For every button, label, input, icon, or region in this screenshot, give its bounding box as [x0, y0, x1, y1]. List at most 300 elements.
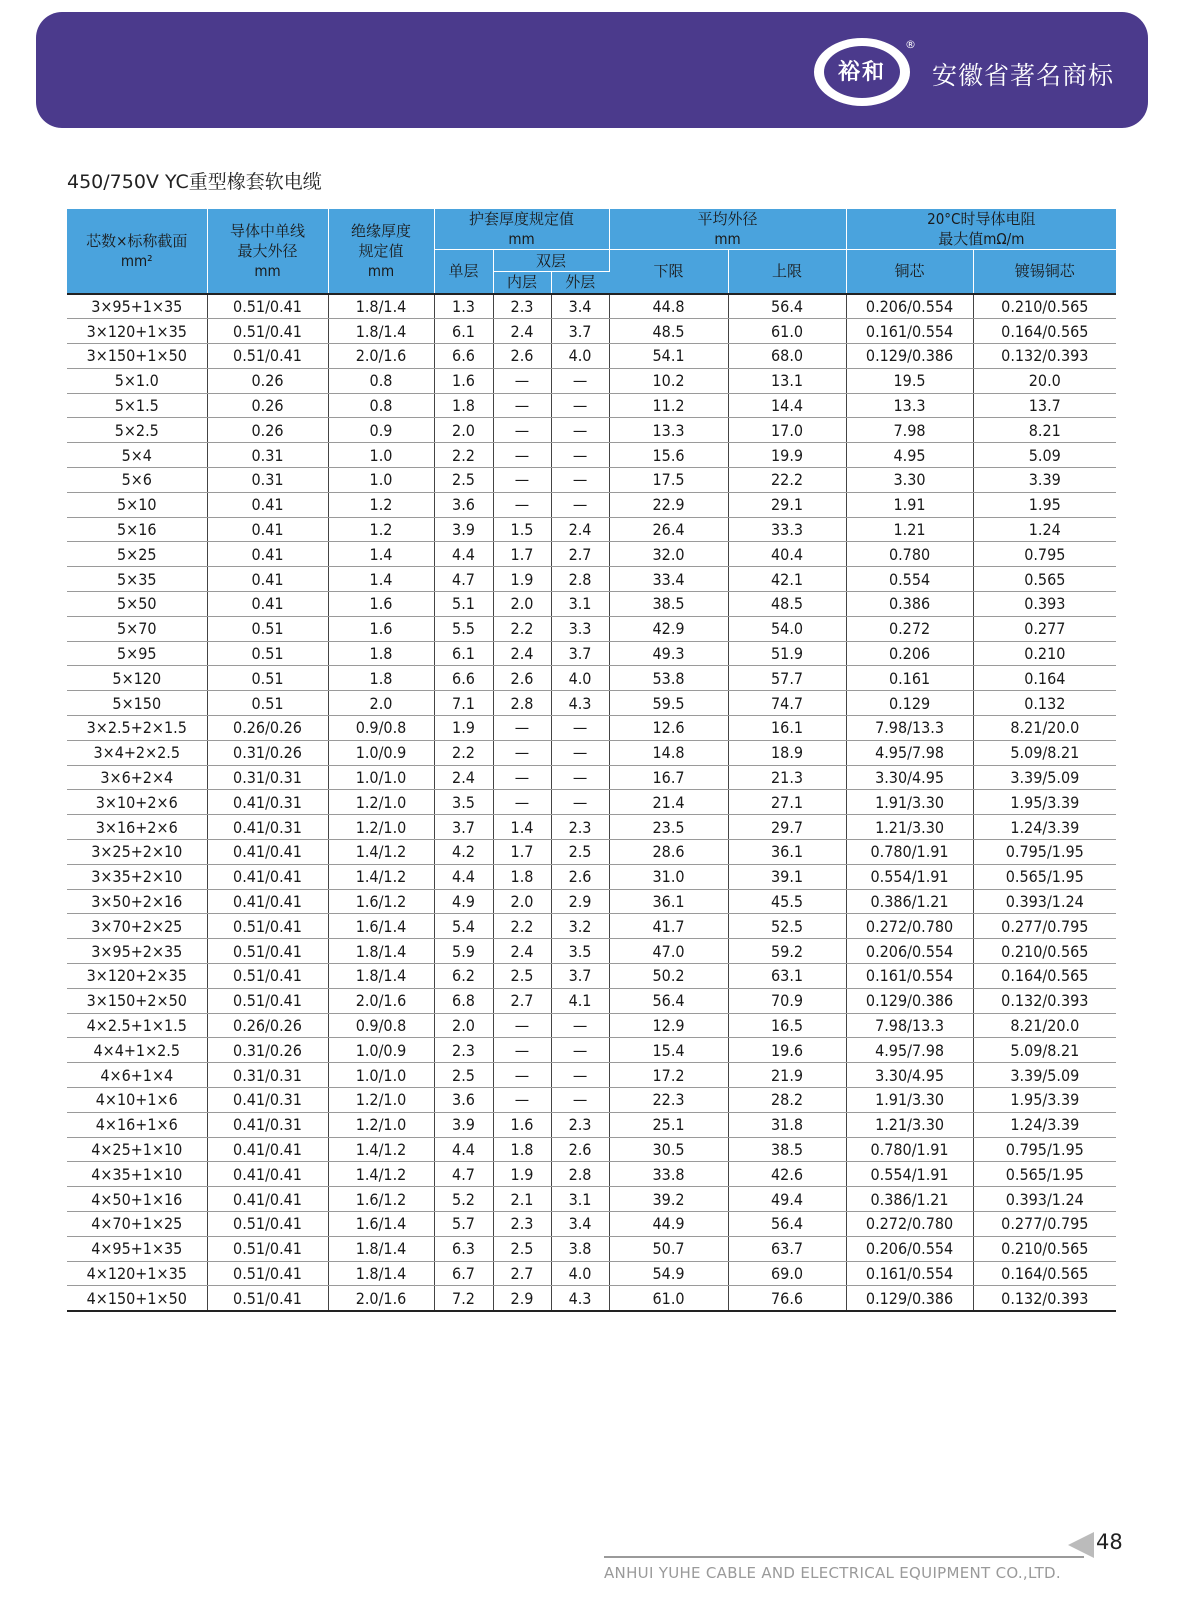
table-cell: 0.9/0.8	[328, 716, 434, 741]
table-cell: 0.129/0.386	[846, 1286, 973, 1311]
table-cell: 14.8	[609, 740, 728, 765]
table-cell: 4.3	[551, 1286, 609, 1311]
table-cell: 42.9	[609, 616, 728, 641]
table-cell: 3.4	[551, 294, 609, 319]
header-wire-diameter: 导体中单线 最大外径 mm	[207, 209, 328, 294]
table-cell: 1.8/1.4	[328, 939, 434, 964]
table-row	[67, 468, 1116, 493]
table-cell: 0.393	[973, 592, 1116, 617]
table-cell: 0.393/1.24	[973, 1187, 1116, 1212]
table-row	[67, 1038, 1116, 1063]
table-row	[67, 1187, 1116, 1212]
table-cell: 63.7	[728, 1236, 846, 1261]
table-cell: 2.0	[493, 889, 551, 914]
table-cell: 7.98	[846, 418, 973, 443]
table-header	[67, 209, 1116, 294]
table-cell: 13.7	[973, 393, 1116, 418]
table-cell: 4.7	[434, 567, 493, 592]
table-cell: 6.1	[434, 319, 493, 344]
table-row	[67, 319, 1116, 344]
table-cell: 3.9	[434, 517, 493, 542]
table-cell: 1.8	[328, 666, 434, 691]
header-outer-diameter: 平均外径 mm	[609, 209, 846, 250]
table-cell: 0.41/0.41	[207, 1187, 328, 1212]
table-cell: 1.2/1.0	[328, 1112, 434, 1137]
table-cell: 0.210/0.565	[973, 939, 1116, 964]
table-cell: 5×35	[67, 567, 207, 592]
table-cell: 2.4	[493, 319, 551, 344]
table-cell: 2.8	[493, 691, 551, 716]
table-cell: 1.4/1.2	[328, 1137, 434, 1162]
table-cell: 2.2	[434, 443, 493, 468]
table-cell: 1.2	[328, 517, 434, 542]
table-cell: 7.2	[434, 1286, 493, 1311]
table-cell: 0.554/1.91	[846, 864, 973, 889]
table-cell: 1.9	[493, 567, 551, 592]
table-row	[67, 716, 1116, 741]
table-cell: 1.0	[328, 468, 434, 493]
table-cell: 0.161/0.554	[846, 1261, 973, 1286]
table-row	[67, 691, 1116, 716]
table-cell: 0.206/0.554	[846, 939, 973, 964]
table-cell: 3×120+1×35	[67, 319, 207, 344]
table-cell: 3.7	[551, 964, 609, 989]
table-cell: 17.2	[609, 1063, 728, 1088]
table-cell: 0.272/0.780	[846, 1211, 973, 1236]
table-cell: 28.6	[609, 840, 728, 865]
table-cell: 36.1	[728, 840, 846, 865]
table-cell: 0.31	[207, 443, 328, 468]
table-cell: 56.4	[728, 1211, 846, 1236]
table-cell: 4.95/7.98	[846, 1038, 973, 1063]
table-cell: 20.0	[973, 368, 1116, 393]
table-row	[67, 393, 1116, 418]
table-cell: 0.780/1.91	[846, 1137, 973, 1162]
table-cell: 3×150+1×50	[67, 344, 207, 369]
header-double-layer: 双层	[493, 250, 609, 272]
table-cell: 3.30/4.95	[846, 765, 973, 790]
table-cell: 0.554/1.91	[846, 1162, 973, 1187]
table-cell: 4×25+1×10	[67, 1137, 207, 1162]
header-single-layer: 单层	[434, 250, 493, 294]
table-cell: 11.2	[609, 393, 728, 418]
table-cell: 1.6/1.2	[328, 1187, 434, 1212]
table-cell: 0.780	[846, 542, 973, 567]
table-cell: 1.0/1.0	[328, 1063, 434, 1088]
table-cell: 21.9	[728, 1063, 846, 1088]
table-cell: 1.9	[434, 716, 493, 741]
table-cell: 14.4	[728, 393, 846, 418]
table-cell: 1.21/3.30	[846, 815, 973, 840]
header-copper: 铜芯	[846, 250, 973, 294]
table-cell: 0.31	[207, 468, 328, 493]
table-cell: 0.386	[846, 592, 973, 617]
table-cell: —	[493, 443, 551, 468]
table-cell: 2.6	[551, 1137, 609, 1162]
table-row	[67, 666, 1116, 691]
table-cell: 5.09	[973, 443, 1116, 468]
table-cell: 3.39/5.09	[973, 1063, 1116, 1088]
table-cell: 49.3	[609, 641, 728, 666]
table-cell: 19.9	[728, 443, 846, 468]
table-cell: 29.7	[728, 815, 846, 840]
table-cell: —	[551, 765, 609, 790]
table-cell: 0.132/0.393	[973, 1286, 1116, 1311]
table-cell: 33.4	[609, 567, 728, 592]
table-cell: —	[493, 740, 551, 765]
table-cell: 1.3	[434, 294, 493, 319]
table-row	[67, 914, 1116, 939]
table-row	[67, 889, 1116, 914]
table-cell: 2.0/1.6	[328, 344, 434, 369]
table-cell: 1.2/1.0	[328, 1088, 434, 1113]
table-cell: 4×6+1×4	[67, 1063, 207, 1088]
table-cell: 1.8/1.4	[328, 1261, 434, 1286]
table-cell: 1.6	[328, 592, 434, 617]
table-cell: 1.0	[328, 443, 434, 468]
table-row	[67, 1137, 1116, 1162]
table-cell: 50.2	[609, 964, 728, 989]
table-cell: 51.9	[728, 641, 846, 666]
table-row	[67, 294, 1116, 319]
table-cell: 0.129	[846, 691, 973, 716]
table-cell: 10.2	[609, 368, 728, 393]
table-cell: 48.5	[728, 592, 846, 617]
table-cell: 1.91/3.30	[846, 790, 973, 815]
table-row	[67, 443, 1116, 468]
table-cell: 8.21/20.0	[973, 716, 1116, 741]
table-cell: 4×16+1×6	[67, 1112, 207, 1137]
header-core-size: 芯数×标称截面 mm²	[67, 209, 207, 294]
table-cell: 2.7	[493, 1261, 551, 1286]
table-row	[67, 492, 1116, 517]
table-cell: 0.161/0.554	[846, 319, 973, 344]
table-cell: 26.4	[609, 517, 728, 542]
table-row	[67, 567, 1116, 592]
table-cell: 22.2	[728, 468, 846, 493]
header-lower-limit: 下限	[609, 250, 728, 294]
table-cell: 4.95/7.98	[846, 740, 973, 765]
table-cell: 5×95	[67, 641, 207, 666]
table-cell: 53.8	[609, 666, 728, 691]
header-tinned-copper: 镀锡铜芯	[973, 250, 1116, 294]
table-cell: 0.51/0.41	[207, 319, 328, 344]
table-cell: 4×4+1×2.5	[67, 1038, 207, 1063]
table-cell: 12.6	[609, 716, 728, 741]
table-cell: 28.2	[728, 1088, 846, 1113]
table-cell: 1.6/1.4	[328, 914, 434, 939]
table-cell: 21.4	[609, 790, 728, 815]
table-cell: 8.21	[973, 418, 1116, 443]
table-cell: 0.26	[207, 393, 328, 418]
table-cell: 16.5	[728, 1013, 846, 1038]
page-title: 450/750V YC重型橡套软电缆	[67, 171, 322, 193]
table-cell: 2.5	[551, 840, 609, 865]
table-row	[67, 1162, 1116, 1187]
table-cell: 5×1.0	[67, 368, 207, 393]
table-cell: 0.51/0.41	[207, 1211, 328, 1236]
table-cell: 1.24	[973, 517, 1116, 542]
table-cell: 5×4	[67, 443, 207, 468]
table-cell: 25.1	[609, 1112, 728, 1137]
table-row	[67, 765, 1116, 790]
table-cell: 0.206/0.554	[846, 1236, 973, 1261]
header-outer-layer: 外层	[551, 272, 609, 294]
table-cell: —	[551, 716, 609, 741]
table-cell: 2.6	[551, 864, 609, 889]
table-cell: 5.2	[434, 1187, 493, 1212]
table-cell: 1.4/1.2	[328, 1162, 434, 1187]
table-cell: 3×70+2×25	[67, 914, 207, 939]
table-cell: 40.4	[728, 542, 846, 567]
table-cell: 3×95+2×35	[67, 939, 207, 964]
table-row	[67, 790, 1116, 815]
table-cell: 7.98/13.3	[846, 1013, 973, 1038]
table-cell: 5×10	[67, 492, 207, 517]
table-cell: —	[551, 393, 609, 418]
table-cell: —	[493, 492, 551, 517]
table-cell: 2.0	[434, 1013, 493, 1038]
table-row	[67, 1063, 1116, 1088]
table-cell: 13.3	[609, 418, 728, 443]
table-cell: 23.5	[609, 815, 728, 840]
table-cell: —	[551, 443, 609, 468]
table-row	[67, 592, 1116, 617]
table-cell: 3.2	[551, 914, 609, 939]
table-cell: 0.41/0.31	[207, 815, 328, 840]
table-cell: 0.26	[207, 418, 328, 443]
table-cell: 6.6	[434, 666, 493, 691]
table-cell: 0.51/0.41	[207, 1286, 328, 1311]
table-cell: —	[493, 1038, 551, 1063]
table-cell: 4.0	[551, 344, 609, 369]
table-cell: 0.210	[973, 641, 1116, 666]
table-cell: 0.132/0.393	[973, 344, 1116, 369]
table-cell: 2.8	[551, 1162, 609, 1187]
table-cell: 21.3	[728, 765, 846, 790]
table-cell: 5.09/8.21	[973, 740, 1116, 765]
table-cell: 2.9	[551, 889, 609, 914]
table-row	[67, 344, 1116, 369]
table-cell: 52.5	[728, 914, 846, 939]
table-cell: 0.41	[207, 517, 328, 542]
table-cell: 0.51	[207, 666, 328, 691]
table-row	[67, 1112, 1116, 1137]
table-cell: 16.1	[728, 716, 846, 741]
table-cell: 1.2/1.0	[328, 815, 434, 840]
table-cell: 0.386/1.21	[846, 889, 973, 914]
table-cell: 0.41/0.41	[207, 889, 328, 914]
table-cell: 4.1	[551, 988, 609, 1013]
table-cell: 0.41/0.41	[207, 1137, 328, 1162]
table-cell: 56.4	[609, 988, 728, 1013]
table-row	[67, 616, 1116, 641]
table-row	[67, 1236, 1116, 1261]
table-cell: 6.2	[434, 964, 493, 989]
table-cell: 74.7	[728, 691, 846, 716]
table-cell: 70.9	[728, 988, 846, 1013]
table-cell: 0.51/0.41	[207, 939, 328, 964]
table-cell: 0.795/1.95	[973, 840, 1116, 865]
table-cell: 17.0	[728, 418, 846, 443]
header-insulation: 绝缘厚度 规定值 mm	[328, 209, 434, 294]
table-cell: 41.7	[609, 914, 728, 939]
table-cell: 3.4	[551, 1211, 609, 1236]
table-cell: 0.51	[207, 691, 328, 716]
table-cell: 2.5	[493, 1236, 551, 1261]
table-cell: 0.41/0.31	[207, 1112, 328, 1137]
table-cell: —	[493, 1088, 551, 1113]
table-cell: 18.9	[728, 740, 846, 765]
table-cell: 0.41/0.41	[207, 1162, 328, 1187]
table-cell: 30.5	[609, 1137, 728, 1162]
table-cell: 2.7	[493, 988, 551, 1013]
page-number: 48	[1096, 1530, 1123, 1554]
table-cell: 1.6	[493, 1112, 551, 1137]
table-cell: 0.780/1.91	[846, 840, 973, 865]
table-cell: 45.5	[728, 889, 846, 914]
table-cell: 1.8/1.4	[328, 319, 434, 344]
table-cell: 2.3	[493, 1211, 551, 1236]
table-cell: 39.1	[728, 864, 846, 889]
table-cell: 0.272/0.780	[846, 914, 973, 939]
table-cell: 0.41/0.31	[207, 790, 328, 815]
table-cell: 0.41/0.41	[207, 864, 328, 889]
table-cell: 1.7	[493, 840, 551, 865]
table-cell: 4.4	[434, 1137, 493, 1162]
table-cell: 2.6	[493, 344, 551, 369]
table-cell: 50.7	[609, 1236, 728, 1261]
table-cell: 0.31/0.31	[207, 1063, 328, 1088]
table-cell: 3.5	[434, 790, 493, 815]
table-cell: 0.386/1.21	[846, 1187, 973, 1212]
table-cell: 36.1	[609, 889, 728, 914]
table-cell: —	[551, 1063, 609, 1088]
table-row	[67, 964, 1116, 989]
table-cell: —	[493, 393, 551, 418]
table-cell: 5×70	[67, 616, 207, 641]
table-cell: 49.4	[728, 1187, 846, 1212]
table-cell: 3×25+2×10	[67, 840, 207, 865]
header-sheath-thickness: 护套厚度规定值 mm	[434, 209, 609, 250]
table-cell: 6.7	[434, 1261, 493, 1286]
table-cell: —	[551, 418, 609, 443]
table-cell: —	[551, 368, 609, 393]
table-cell: 0.51/0.41	[207, 344, 328, 369]
table-row	[67, 1013, 1116, 1038]
footer-divider	[604, 1556, 1084, 1558]
table-cell: 7.98/13.3	[846, 716, 973, 741]
table-cell: 54.1	[609, 344, 728, 369]
table-cell: —	[551, 468, 609, 493]
table-cell: 1.4/1.2	[328, 864, 434, 889]
table-cell: 1.4	[328, 567, 434, 592]
table-cell: 3.8	[551, 1236, 609, 1261]
table-cell: 1.8	[434, 393, 493, 418]
brand-logo	[814, 38, 910, 106]
table-cell: 3×4+2×2.5	[67, 740, 207, 765]
table-cell: 44.8	[609, 294, 728, 319]
table-cell: 2.8	[551, 567, 609, 592]
table-cell: 3.30	[846, 468, 973, 493]
table-cell: 4×120+1×35	[67, 1261, 207, 1286]
table-cell: 6.6	[434, 344, 493, 369]
table-cell: —	[493, 1013, 551, 1038]
table-cell: 6.3	[434, 1236, 493, 1261]
table-cell: 0.31/0.26	[207, 1038, 328, 1063]
table-cell: 5×16	[67, 517, 207, 542]
table-cell: 1.7	[493, 542, 551, 567]
table-cell: 1.95/3.39	[973, 1088, 1116, 1113]
table-row	[67, 1088, 1116, 1113]
table-row	[67, 939, 1116, 964]
table-cell: 5×6	[67, 468, 207, 493]
table-cell: 1.6/1.2	[328, 889, 434, 914]
table-cell: 0.51/0.41	[207, 1236, 328, 1261]
table-cell: 47.0	[609, 939, 728, 964]
table-cell: 0.51	[207, 641, 328, 666]
table-cell: 42.1	[728, 567, 846, 592]
table-cell: 2.3	[493, 294, 551, 319]
table-cell: 3.39/5.09	[973, 765, 1116, 790]
table-cell: 39.2	[609, 1187, 728, 1212]
table-cell: 3.39	[973, 468, 1116, 493]
table-cell: 16.7	[609, 765, 728, 790]
table-cell: 32.0	[609, 542, 728, 567]
table-cell: —	[551, 492, 609, 517]
table-cell: 1.8/1.4	[328, 1236, 434, 1261]
table-cell: 1.6	[434, 368, 493, 393]
table-cell: 4×150+1×50	[67, 1286, 207, 1311]
table-cell: —	[493, 765, 551, 790]
table-cell: 0.161	[846, 666, 973, 691]
table-cell: 2.4	[493, 939, 551, 964]
table-cell: 2.9	[493, 1286, 551, 1311]
table-cell: 5×150	[67, 691, 207, 716]
table-cell: 0.164/0.565	[973, 319, 1116, 344]
table-cell: 19.5	[846, 368, 973, 393]
table-cell: 0.51/0.41	[207, 1261, 328, 1286]
table-cell: 2.2	[434, 740, 493, 765]
table-row	[67, 1286, 1116, 1311]
table-row	[67, 988, 1116, 1013]
table-cell: 0.393/1.24	[973, 889, 1116, 914]
table-cell: 1.6	[328, 616, 434, 641]
table-cell: 5.1	[434, 592, 493, 617]
table-cell: 0.129/0.386	[846, 988, 973, 1013]
table-cell: 54.0	[728, 616, 846, 641]
table-cell: —	[551, 790, 609, 815]
cable-spec-table	[67, 209, 1116, 1312]
table-cell: 4.3	[551, 691, 609, 716]
table-row	[67, 418, 1116, 443]
table-cell: 63.1	[728, 964, 846, 989]
table-row	[67, 1261, 1116, 1286]
table-cell: 4.95	[846, 443, 973, 468]
page-arrow-icon	[1068, 1532, 1094, 1558]
table-row	[67, 815, 1116, 840]
table-cell: 0.8	[328, 368, 434, 393]
table-cell: 2.4	[493, 641, 551, 666]
table-row	[67, 740, 1116, 765]
table-cell: 2.0	[434, 418, 493, 443]
table-cell: 2.3	[551, 815, 609, 840]
table-cell: —	[551, 1038, 609, 1063]
table-cell: 0.51/0.41	[207, 294, 328, 319]
table-row	[67, 864, 1116, 889]
table-cell: 0.164/0.565	[973, 964, 1116, 989]
table-cell: 7.1	[434, 691, 493, 716]
